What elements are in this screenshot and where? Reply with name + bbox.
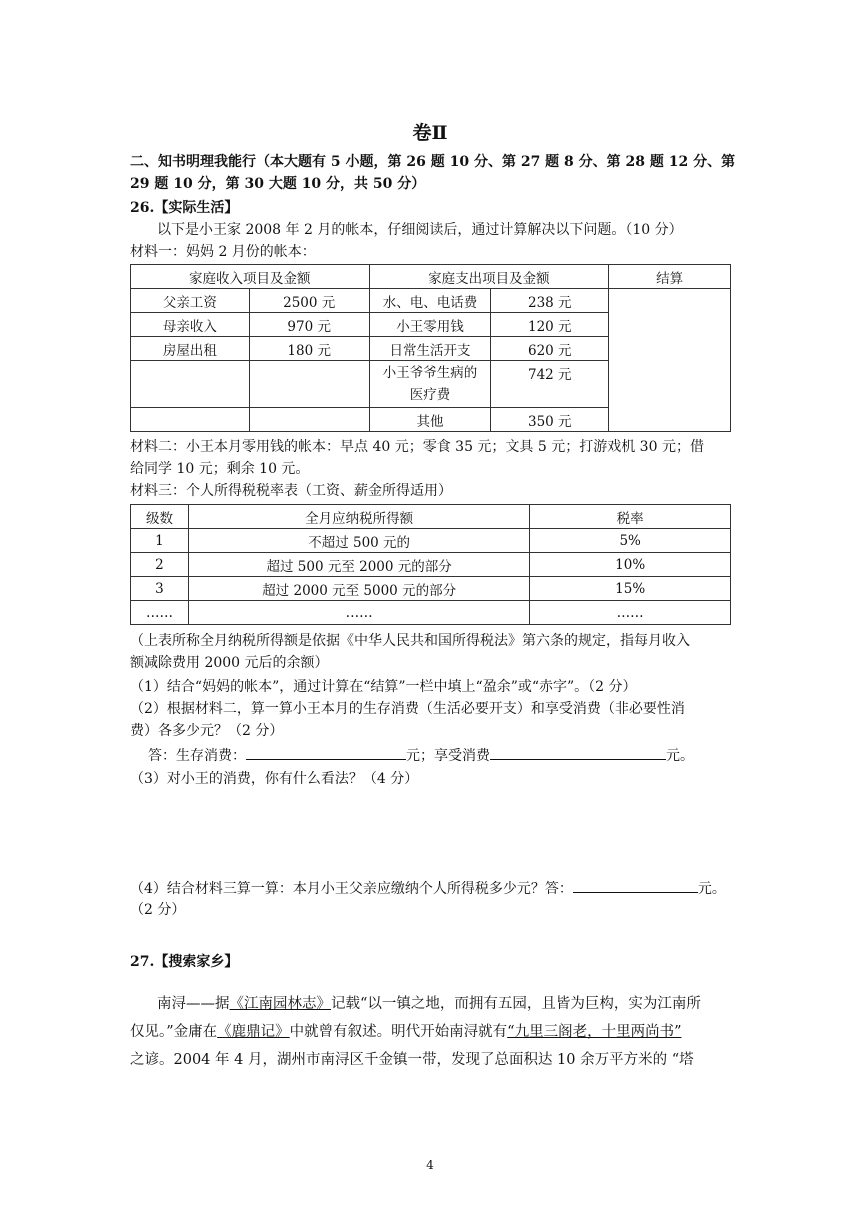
answer-label: 答：生存消费： <box>148 748 246 764</box>
table-cell: 1 <box>131 529 189 553</box>
q27-text: 南浔——据 <box>157 996 230 1012</box>
q26-heading: 26.【实际生活】 <box>130 200 239 216</box>
sub-question-4-line1 <box>130 878 732 899</box>
section-heading-line1: 二、知书明理我能行（本大题有 5 小题，第 26 题 10 分、第 27 题 8 分、第 28 题 12 分、第 <box>130 154 736 170</box>
sub-question-3: （3）对小王的消费，你有什么看法？（4 分） <box>130 771 419 787</box>
settlement-cell <box>609 289 731 432</box>
table-row <box>131 601 731 625</box>
table-cell <box>249 361 369 408</box>
table-row <box>131 529 731 553</box>
q27-paragraph-line1 <box>157 994 759 1014</box>
tax-note-line1: （上表所称全月纳税所得额是依据《中华人民共和国所得税法》第六条的规定，指每月收入 <box>130 633 690 649</box>
table-cell: 120 元 <box>491 313 609 337</box>
table-row <box>131 553 731 577</box>
household-ledger-table <box>130 264 731 432</box>
material3-label: 材料三：个人所得税税率表（工资、薪金所得适用） <box>130 483 452 499</box>
table-row <box>131 289 731 313</box>
proverb-quote: “九里三阁老，十里两尚书” <box>507 1024 682 1040</box>
table-cell: 水、电、电话费 <box>369 289 491 313</box>
material1-label: 材料一：妈妈 2 月份的帐本： <box>130 244 316 260</box>
table-cell: 350 元 <box>491 408 609 432</box>
table-header-row <box>131 265 731 289</box>
table-cell: 15% <box>530 577 731 601</box>
table-cell: 180 元 <box>249 337 369 361</box>
table-cell: 房屋出租 <box>131 337 250 361</box>
table-header-cell: 税率 <box>530 505 731 529</box>
enjoyment-consumption-blank[interactable] <box>490 745 666 760</box>
table-cell: 不超过 500 元的 <box>188 529 529 553</box>
q27-text: 仅见。”金庸在 <box>130 1024 218 1040</box>
tax-note-line2: 额减除费用 2000 元后的余额） <box>130 655 329 671</box>
sub-question-4-line2: （2 分） <box>130 902 186 918</box>
table-cell: 日常生活开支 <box>369 337 491 361</box>
q27-paragraph-line3: 之谚。2004 年 4 月，湖州市南浔区千金镇一带，发现了总面积达 10 余万平方米的 “塔 <box>130 1052 694 1068</box>
material2-line1: 材料二：小王本月零用钱的帐本：早点 40 元；零食 35 元；文具 5 元；打游戏机 30 元；借 <box>130 439 704 455</box>
table-cell: 超过 500 元至 2000 元的部分 <box>188 553 529 577</box>
table-cell: 742 元 <box>491 361 609 408</box>
q27-paragraph-line2 <box>130 1022 732 1042</box>
table-header-cell: 家庭收入项目及金额 <box>131 265 370 289</box>
income-tax-blank[interactable] <box>573 878 698 893</box>
table-header-cell: 级数 <box>131 505 189 529</box>
material2-line2: 给同学 10 元；剩余 10 元。 <box>130 461 310 477</box>
table-header-cell: 结算 <box>609 265 731 289</box>
table-header-row <box>131 505 731 529</box>
page-number: 4 <box>426 1158 434 1172</box>
answer-line <box>148 745 750 766</box>
table-cell: 2 <box>131 553 189 577</box>
table-cell: 238 元 <box>491 289 609 313</box>
answer-label: 元；享受消费 <box>406 748 490 764</box>
table-cell <box>131 408 250 432</box>
sub-question-1: （1）结合“妈妈的帐本”，通过计算在“结算”一栏中填上“盈余”或“赤字”。（2 分） <box>130 679 637 695</box>
q26-intro: 以下是小王家 2008 年 2 月的帐本，仔细阅读后，通过计算解决以下问题。（10 分） <box>157 222 683 238</box>
table-cell: 父亲工资 <box>131 289 250 313</box>
q27-text: 记载“以一镇之地，而拥有五园，且皆为巨构，实为江南所 <box>331 996 701 1012</box>
table-header-cell: 家庭支出项目及金额 <box>369 265 609 289</box>
table-header-cell: 全月应纳税所得额 <box>188 505 529 529</box>
q27-text: 中就曾有叙述。明代开始南浔就有 <box>289 1024 508 1040</box>
table-cell: …… <box>188 601 529 625</box>
answer-label: 元。 <box>666 748 694 764</box>
table-cell: 小王零用钱 <box>369 313 491 337</box>
table-cell: 小王爷爷生病的 医疗费 <box>369 361 491 408</box>
table-cell: …… <box>530 601 731 625</box>
q27-heading: 27.【搜索家乡】 <box>130 954 239 970</box>
table-cell <box>131 361 250 408</box>
book-title: 《鹿鼎记》 <box>217 1024 290 1040</box>
tax-rate-table <box>130 504 731 625</box>
table-cell: 2500 元 <box>249 289 369 313</box>
table-cell: 超过 2000 元至 5000 元的部分 <box>188 577 529 601</box>
table-cell: 10% <box>530 553 731 577</box>
book-title: 《江南园林志》 <box>229 996 331 1012</box>
table-cell: 970 元 <box>249 313 369 337</box>
page-title: 卷Ⅱ <box>412 122 448 144</box>
section-heading-line2: 29 题 10 分，第 30 大题 10 分，共 50 分） <box>130 176 426 192</box>
survival-consumption-blank[interactable] <box>246 745 406 760</box>
table-row <box>131 577 731 601</box>
table-cell: 5% <box>530 529 731 553</box>
table-cell: …… <box>131 601 189 625</box>
table-cell <box>249 408 369 432</box>
sub-question-4-unit: 元。 <box>697 881 726 897</box>
table-cell: 3 <box>131 577 189 601</box>
table-cell: 母亲收入 <box>131 313 250 337</box>
sub-question-2-line2: 费）各多少元？（2 分） <box>130 723 284 739</box>
table-cell: 620 元 <box>491 337 609 361</box>
table-cell: 其他 <box>369 408 491 432</box>
sub-question-2-line1: （2）根据材料二，算一算小王本月的生存消费（生活必要开支）和享受消费（非必要性消 <box>130 701 685 717</box>
sub-question-4-text: （4）结合材料三算一算：本月小王父亲应缴纳个人所得税多少元？答： <box>130 881 573 897</box>
